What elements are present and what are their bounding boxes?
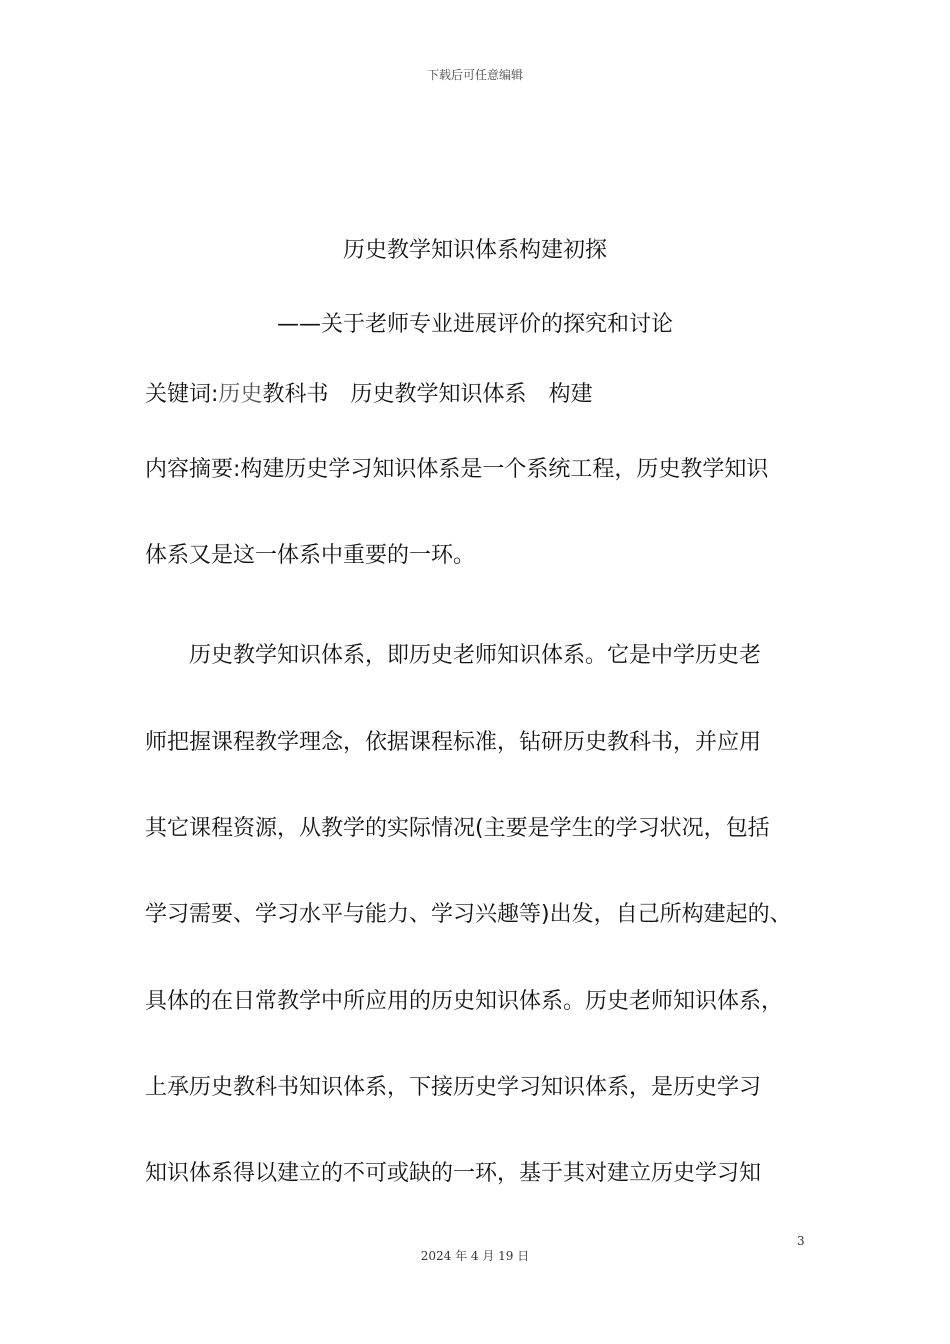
body-paragraph-line: 师把握课程教学理念，依据课程标准，钻研历史教科书，并应用 [145, 730, 762, 755]
body-paragraph-line: 历史教学知识体系，即历史老师知识体系。它是中学历史老 [189, 643, 762, 668]
abstract-line: 内容摘要:构建历史学习知识体系是一个系统工程，历史教学知识 [145, 457, 769, 482]
page-number: 3 [797, 1234, 805, 1248]
keywords-rest: 教科书 历史教学知识体系 构建 [262, 382, 593, 407]
body-paragraph-line: 上承历史教科书知识体系，下接历史学习知识体系，是历史学习 [145, 1075, 762, 1100]
document-subtitle: ——关于老师专业进展评价的探究和讨论 [276, 312, 673, 337]
body-paragraph-line: 学习需要、学习水平与能力、学习兴趣等)出发，自己所构建起的、 [145, 902, 792, 927]
document-title: 历史教学知识体系构建初探 [342, 238, 607, 263]
keyword-history: 历史 [218, 382, 263, 407]
body-paragraph-line: 具体的在日常教学中所应用的历史知识体系。历史老师知识体系， [145, 989, 784, 1014]
header-note: 下载后可任意编辑 [426, 68, 523, 82]
abstract-line: 体系又是这一体系中重要的一环。 [145, 543, 476, 568]
keywords-label: 关键词: [145, 382, 219, 407]
keywords-line [145, 380, 825, 410]
footer-date: 2024 年 4 月 19 日 [420, 1249, 530, 1263]
body-paragraph-line: 其它课程资源，从教学的实际情况(主要是学生的学习状况，包括 [145, 816, 770, 841]
body-paragraph-line: 知识体系得以建立的不可或缺的一环，基于其对建立历史学习知 [145, 1161, 762, 1186]
